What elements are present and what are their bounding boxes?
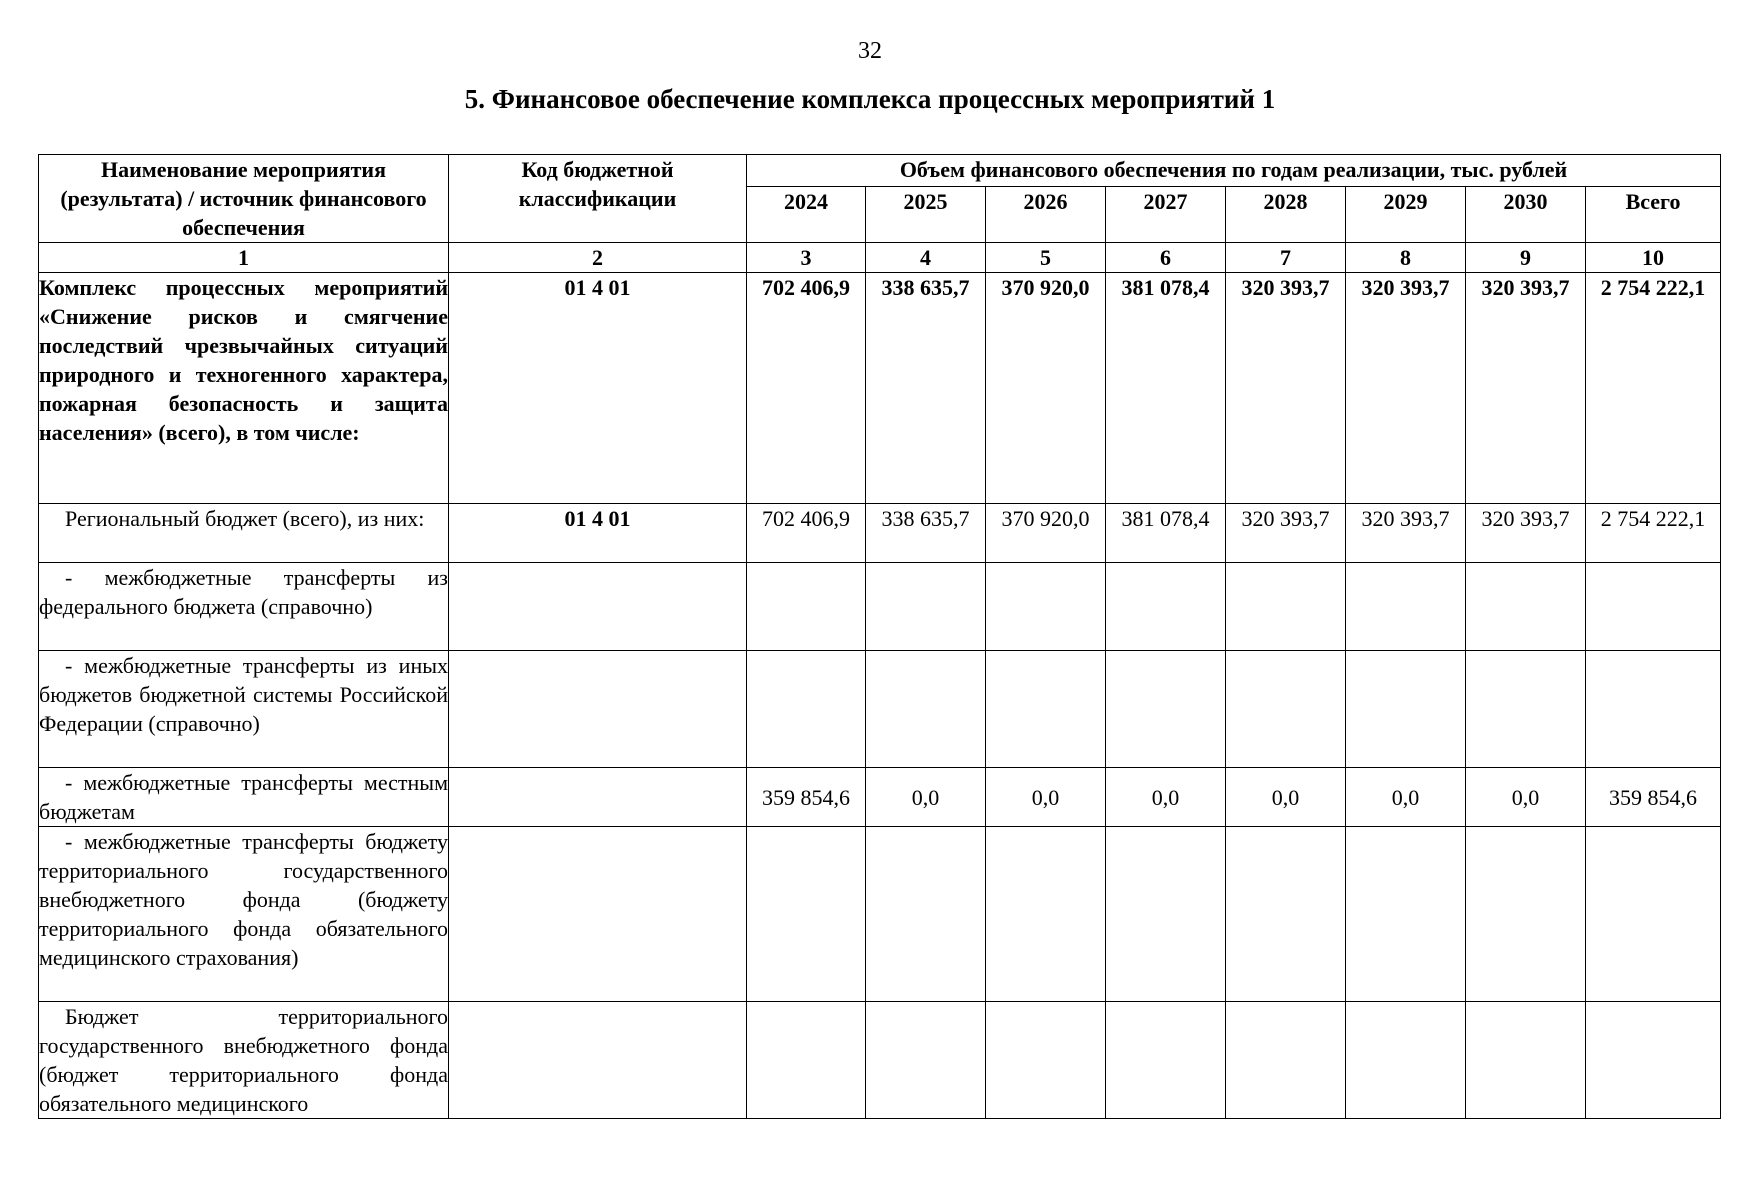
column-number: 6 (1106, 243, 1226, 273)
row-code (449, 1002, 747, 1119)
table-header (39, 155, 1721, 273)
value-cell (986, 827, 1106, 1002)
total-cell (1586, 563, 1721, 651)
total-cell: 2 754 222,1 (1586, 273, 1721, 504)
value-cell (986, 1002, 1106, 1119)
value-cell (1466, 1002, 1586, 1119)
value-cell: 0,0 (1346, 768, 1466, 827)
value-cell (866, 1002, 986, 1119)
row-code (449, 651, 747, 768)
column-number: 7 (1226, 243, 1346, 273)
value-cell: 338 635,7 (866, 273, 986, 504)
value-cell (1346, 563, 1466, 651)
table-body (39, 273, 1721, 1119)
row-name: Комплекс процессных мероприятий «Снижение рисков и смягчение последствий чрезвычайных ситуаций природного и техногенного характера, пожарная безопасность и защита населения» (всего), в том числе: (39, 273, 449, 504)
header-name: Наименование мероприятия (результата) / источник финансового обеспечения (39, 155, 449, 243)
value-cell (1466, 563, 1586, 651)
table-row (39, 768, 1721, 827)
value-cell (1466, 651, 1586, 768)
header-total: Всего (1586, 187, 1721, 243)
value-cell (1226, 651, 1346, 768)
value-cell (986, 651, 1106, 768)
row-name: - межбюджетные трансферты бюджету территориального государственного внебюджетного фонда (бюджету территориального фонда обязательного медицинского страхования) (39, 827, 449, 1002)
header-year: 2026 (986, 187, 1106, 243)
value-cell (1466, 827, 1586, 1002)
value-cell (747, 827, 866, 1002)
total-cell: 359 854,6 (1586, 768, 1721, 827)
value-cell: 702 406,9 (747, 273, 866, 504)
value-cell: 338 635,7 (866, 504, 986, 563)
value-cell: 381 078,4 (1106, 504, 1226, 563)
column-number: 10 (1586, 243, 1721, 273)
value-cell (1226, 1002, 1346, 1119)
financing-table (38, 154, 1721, 1119)
value-cell (986, 563, 1106, 651)
value-cell: 0,0 (1106, 768, 1226, 827)
column-number: 4 (866, 243, 986, 273)
total-cell: 2 754 222,1 (1586, 504, 1721, 563)
total-cell (1586, 651, 1721, 768)
value-cell: 320 393,7 (1226, 504, 1346, 563)
value-cell (1346, 651, 1466, 768)
column-number: 1 (39, 243, 449, 273)
value-cell: 320 393,7 (1466, 504, 1586, 563)
value-cell: 0,0 (1226, 768, 1346, 827)
column-number: 9 (1466, 243, 1586, 273)
table-row (39, 273, 1721, 504)
value-cell: 320 393,7 (1346, 273, 1466, 504)
table-row (39, 504, 1721, 563)
header-year: 2028 (1226, 187, 1346, 243)
value-cell (1226, 563, 1346, 651)
value-cell (747, 563, 866, 651)
header-code: Код бюджетной классификации (449, 155, 747, 243)
total-cell (1586, 827, 1721, 1002)
value-cell (866, 651, 986, 768)
column-number: 8 (1346, 243, 1466, 273)
value-cell: 370 920,0 (986, 273, 1106, 504)
row-code (449, 768, 747, 827)
value-cell (1106, 563, 1226, 651)
value-cell: 0,0 (1466, 768, 1586, 827)
column-number: 2 (449, 243, 747, 273)
row-code (449, 827, 747, 1002)
value-cell: 359 854,6 (747, 768, 866, 827)
value-cell: 702 406,9 (747, 504, 866, 563)
table-row (39, 563, 1721, 651)
table-row (39, 651, 1721, 768)
row-name: - межбюджетные трансферты местным бюджетам (39, 768, 449, 827)
value-cell (1346, 1002, 1466, 1119)
table-row (39, 1002, 1721, 1119)
table-row (39, 827, 1721, 1002)
header-volume: Объем финансового обеспечения по годам реализации, тыс. рублей (747, 155, 1721, 187)
header-year: 2024 (747, 187, 866, 243)
header-year: 2027 (1106, 187, 1226, 243)
value-cell: 381 078,4 (1106, 273, 1226, 504)
row-code: 01 4 01 (449, 504, 747, 563)
value-cell (747, 1002, 866, 1119)
row-name: Бюджет территориального государственного внебюджетного фонда (бюджет территориального фонда обязательного медицинского (39, 1002, 449, 1119)
column-number: 3 (747, 243, 866, 273)
total-cell (1586, 1002, 1721, 1119)
value-cell (1106, 651, 1226, 768)
row-code (449, 563, 747, 651)
value-cell: 320 393,7 (1346, 504, 1466, 563)
row-code: 01 4 01 (449, 273, 747, 504)
value-cell: 0,0 (986, 768, 1106, 827)
value-cell: 320 393,7 (1226, 273, 1346, 504)
row-name: - межбюджетные трансферты из иных бюджетов бюджетной системы Российской Федерации (справочно) (39, 651, 449, 768)
value-cell (866, 827, 986, 1002)
value-cell (747, 651, 866, 768)
row-name: - межбюджетные трансферты из федерального бюджета (справочно) (39, 563, 449, 651)
header-year: 2025 (866, 187, 986, 243)
page-number: 32 (858, 38, 882, 64)
column-number: 5 (986, 243, 1106, 273)
value-cell (866, 563, 986, 651)
value-cell (1106, 827, 1226, 1002)
value-cell: 320 393,7 (1466, 273, 1586, 504)
value-cell (1226, 827, 1346, 1002)
header-year: 2029 (1346, 187, 1466, 243)
value-cell (1346, 827, 1466, 1002)
value-cell: 0,0 (866, 768, 986, 827)
row-name: Региональный бюджет (всего), из них: (39, 504, 449, 563)
header-year: 2030 (1466, 187, 1586, 243)
value-cell (1106, 1002, 1226, 1119)
value-cell: 370 920,0 (986, 504, 1106, 563)
section-title: 5. Финансовое обеспечение комплекса процессных мероприятий 1 (464, 84, 1276, 114)
